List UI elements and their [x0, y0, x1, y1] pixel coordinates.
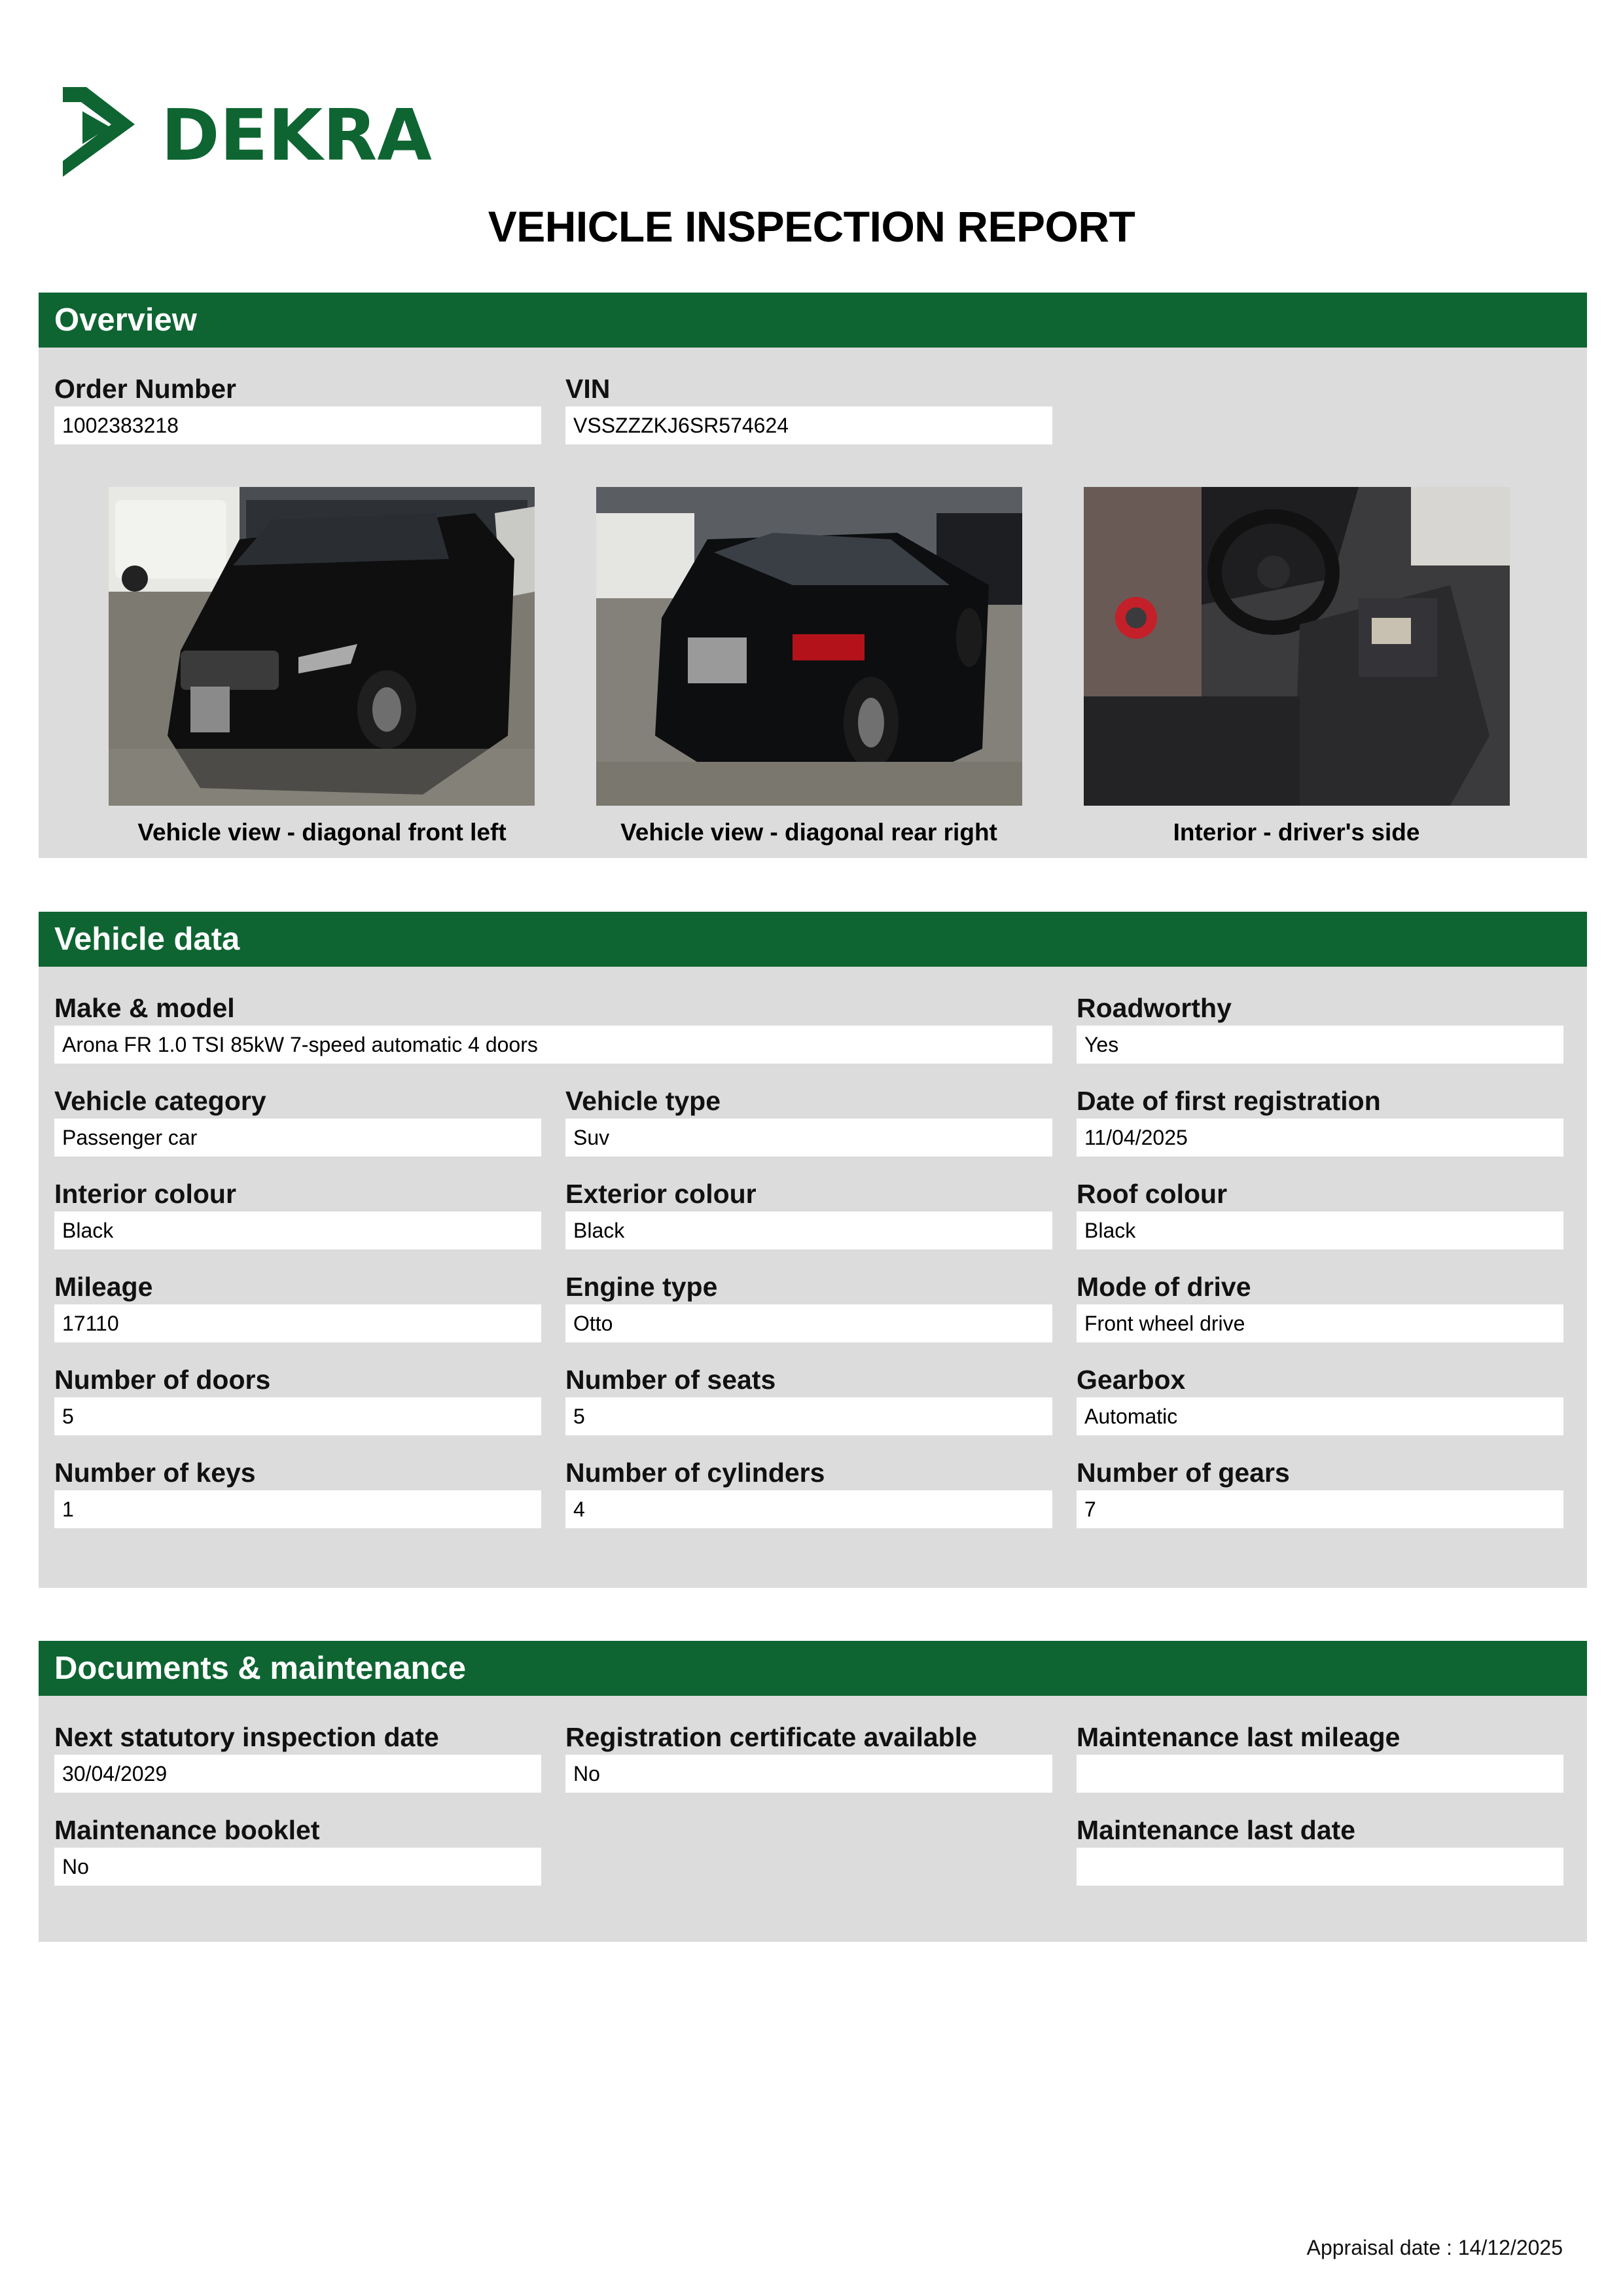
number-of-gears-label: Number of gears — [1077, 1458, 1290, 1488]
appraisal-date: Appraisal date : 14/12/2025 — [1306, 2236, 1563, 2259]
number-of-seats-label: Number of seats — [565, 1365, 776, 1395]
roadworthy-field — [1077, 990, 1563, 1064]
vehicle-type-field — [565, 1083, 1052, 1157]
make-model-value: Arona FR 1.0 TSI 85kW 7-speed automatic 4 doors — [54, 1026, 1052, 1064]
number-of-gears-field — [1077, 1455, 1563, 1528]
number-of-cylinders-label: Number of cylinders — [565, 1458, 825, 1488]
number-of-doors-field — [54, 1362, 541, 1435]
number-of-doors-label: Number of doors — [54, 1365, 271, 1395]
registration-certificate-field — [565, 1719, 1052, 1793]
interior-colour-label: Interior colour — [54, 1179, 236, 1209]
number-of-cylinders-field — [565, 1455, 1052, 1528]
maintenance-last-date-label: Maintenance last date — [1077, 1815, 1356, 1845]
next-inspection-value: 30/04/2029 — [54, 1755, 541, 1793]
vehicle-type-value: Suv — [565, 1119, 1052, 1157]
make-model-label: Make & model — [54, 993, 235, 1023]
gearbox-field — [1077, 1362, 1563, 1435]
vin-field — [565, 371, 1052, 444]
roadworthy-value: Yes — [1077, 1026, 1563, 1064]
maintenance-last-mileage-label: Maintenance last mileage — [1077, 1722, 1400, 1752]
dekra-logo — [58, 84, 432, 179]
overview-heading: Overview — [39, 293, 1587, 348]
maintenance-last-mileage-value — [1077, 1755, 1563, 1793]
number-of-keys-value: 1 — [54, 1490, 541, 1528]
vehicle-data-section — [39, 912, 1587, 1588]
engine-type-label: Engine type — [565, 1272, 718, 1302]
exterior-colour-field — [565, 1176, 1052, 1249]
exterior-colour-value: Black — [565, 1211, 1052, 1249]
number-of-doors-value: 5 — [54, 1397, 541, 1435]
dekra-logo-text: DEKRA — [161, 95, 432, 177]
vehicle-category-value: Passenger car — [54, 1119, 541, 1157]
mode-of-drive-field — [1077, 1269, 1563, 1342]
next-inspection-label: Next statutory inspection date — [54, 1722, 439, 1752]
dekra-logo-mark-icon — [63, 87, 135, 177]
roof-colour-value: Black — [1077, 1211, 1563, 1249]
first-registration-label: Date of first registration — [1077, 1086, 1381, 1116]
registration-certificate-value: No — [565, 1755, 1052, 1793]
mileage-value: 17110 — [54, 1304, 541, 1342]
documents-heading: Documents & maintenance — [39, 1641, 1587, 1696]
vehicle-data-heading: Vehicle data — [39, 912, 1587, 967]
interior-colour-value: Black — [54, 1211, 541, 1249]
roadworthy-label: Roadworthy — [1077, 993, 1232, 1023]
vehicle-category-label: Vehicle category — [54, 1086, 266, 1116]
roof-colour-field — [1077, 1176, 1563, 1249]
gearbox-value: Automatic — [1077, 1397, 1563, 1435]
overview-section — [39, 293, 1587, 858]
engine-type-value: Otto — [565, 1304, 1052, 1342]
first-registration-value: 11/04/2025 — [1077, 1119, 1563, 1157]
vin-label: VIN — [565, 374, 611, 404]
photo-rear-right-caption: Vehicle view - diagonal rear right — [620, 819, 997, 846]
number-of-keys-field — [54, 1455, 541, 1528]
mode-of-drive-label: Mode of drive — [1077, 1272, 1251, 1302]
interior-colour-field — [54, 1176, 541, 1249]
number-of-seats-field — [565, 1362, 1052, 1435]
vehicle-type-label: Vehicle type — [565, 1086, 721, 1116]
documents-section — [39, 1641, 1587, 1942]
first-registration-field — [1077, 1083, 1563, 1157]
exterior-colour-label: Exterior colour — [565, 1179, 757, 1209]
maintenance-last-mileage-field — [1077, 1719, 1563, 1793]
number-of-gears-value: 7 — [1077, 1490, 1563, 1528]
photo-interior[interactable] — [1084, 487, 1510, 806]
maintenance-last-date-value — [1077, 1848, 1563, 1886]
order-number-label: Order Number — [54, 374, 236, 404]
maintenance-booklet-label: Maintenance booklet — [54, 1815, 320, 1845]
registration-certificate-label: Registration certificate available — [565, 1722, 977, 1752]
order-number-value: 1002383218 — [54, 406, 541, 444]
gearbox-label: Gearbox — [1077, 1365, 1186, 1395]
photo-front-left[interactable] — [109, 487, 535, 806]
next-inspection-field — [54, 1719, 541, 1793]
maintenance-booklet-value: No — [54, 1848, 541, 1886]
photo-rear-right[interactable] — [596, 487, 1022, 806]
number-of-seats-value: 5 — [565, 1397, 1052, 1435]
make-model-field — [54, 990, 1052, 1064]
roof-colour-label: Roof colour — [1077, 1179, 1228, 1209]
number-of-cylinders-value: 4 — [565, 1490, 1052, 1528]
engine-type-field — [565, 1269, 1052, 1342]
mileage-field — [54, 1269, 541, 1342]
vin-value: VSSZZZKJ6SR574624 — [565, 406, 1052, 444]
photo-interior-caption: Interior - driver's side — [1173, 819, 1420, 846]
maintenance-booklet-field — [54, 1812, 541, 1886]
maintenance-last-date-field — [1077, 1812, 1563, 1886]
report-title: VEHICLE INSPECTION REPORT — [488, 202, 1135, 251]
photo-front-left-caption: Vehicle view - diagonal front left — [137, 819, 507, 846]
mileage-label: Mileage — [54, 1272, 153, 1302]
mode-of-drive-value: Front wheel drive — [1077, 1304, 1563, 1342]
number-of-keys-label: Number of keys — [54, 1458, 256, 1488]
vehicle-category-field — [54, 1083, 541, 1157]
order-number-field — [54, 371, 541, 444]
